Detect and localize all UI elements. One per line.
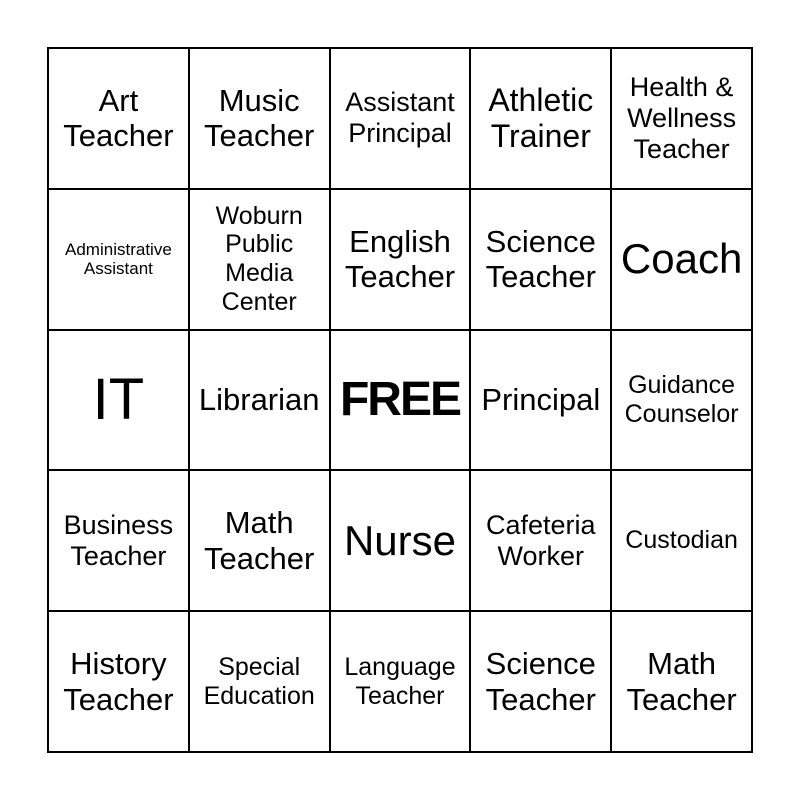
cell-label: Health & Wellness Teacher: [627, 71, 737, 164]
bingo-cell[interactable]: [48, 48, 189, 189]
bingo-cell[interactable]: [470, 330, 611, 471]
free-space-label: FREE: [339, 373, 460, 427]
cell-label: Librarian: [198, 382, 320, 418]
cell-label: Art Teacher: [63, 82, 174, 154]
cell-label: Language Teacher: [344, 652, 456, 710]
cell-label: Coach: [620, 235, 743, 283]
cell-label: Woburn Public Media Center: [215, 201, 303, 316]
bingo-cell[interactable]: [189, 470, 330, 611]
bingo-cell[interactable]: [470, 611, 611, 752]
bingo-cell[interactable]: [611, 611, 752, 752]
bingo-cell[interactable]: [611, 470, 752, 611]
bingo-cell[interactable]: [48, 611, 189, 752]
cell-label: Science Teacher: [485, 645, 596, 717]
cell-label: Science Teacher: [485, 223, 596, 295]
bingo-cell[interactable]: [330, 611, 471, 752]
cell-label: Guidance Counselor: [624, 371, 739, 428]
bingo-cell[interactable]: [189, 48, 330, 189]
cell-label: Athletic Trainer: [488, 81, 594, 155]
bingo-cell[interactable]: [611, 48, 752, 189]
bingo-cell[interactable]: [470, 48, 611, 189]
cell-label: Custodian: [625, 526, 738, 555]
bingo-cell[interactable]: [330, 470, 471, 611]
cell-label: English Teacher: [344, 223, 456, 295]
cell-label: Music Teacher: [204, 82, 315, 154]
bingo-cell[interactable]: [470, 189, 611, 330]
cell-label: Administrative Assistant: [65, 239, 172, 279]
bingo-cell[interactable]: [611, 189, 752, 330]
cell-label: IT: [92, 366, 145, 432]
cell-label: Special Education: [203, 652, 315, 710]
bingo-board: [47, 47, 753, 753]
cell-label: Business Teacher: [63, 509, 174, 571]
bingo-cell[interactable]: [48, 470, 189, 611]
bingo-cell[interactable]: [48, 189, 189, 330]
cell-label: Assistant Principal: [345, 87, 455, 149]
cell-label: Cafeteria Worker: [486, 509, 596, 571]
cell-label: Math Teacher: [626, 645, 737, 717]
bingo-cell[interactable]: [330, 189, 471, 330]
bingo-cell[interactable]: [611, 330, 752, 471]
bingo-cell[interactable]: [330, 48, 471, 189]
cell-label: Principal: [481, 382, 601, 418]
bingo-cell[interactable]: [189, 189, 330, 330]
cell-label: History Teacher: [63, 645, 174, 717]
cell-label: Math Teacher: [204, 505, 315, 576]
free-space-cell: [330, 330, 471, 471]
bingo-cell[interactable]: [48, 330, 189, 471]
bingo-cell[interactable]: [189, 611, 330, 752]
bingo-cell[interactable]: [470, 470, 611, 611]
cell-label: Nurse: [343, 516, 457, 564]
bingo-cell[interactable]: [189, 330, 330, 471]
